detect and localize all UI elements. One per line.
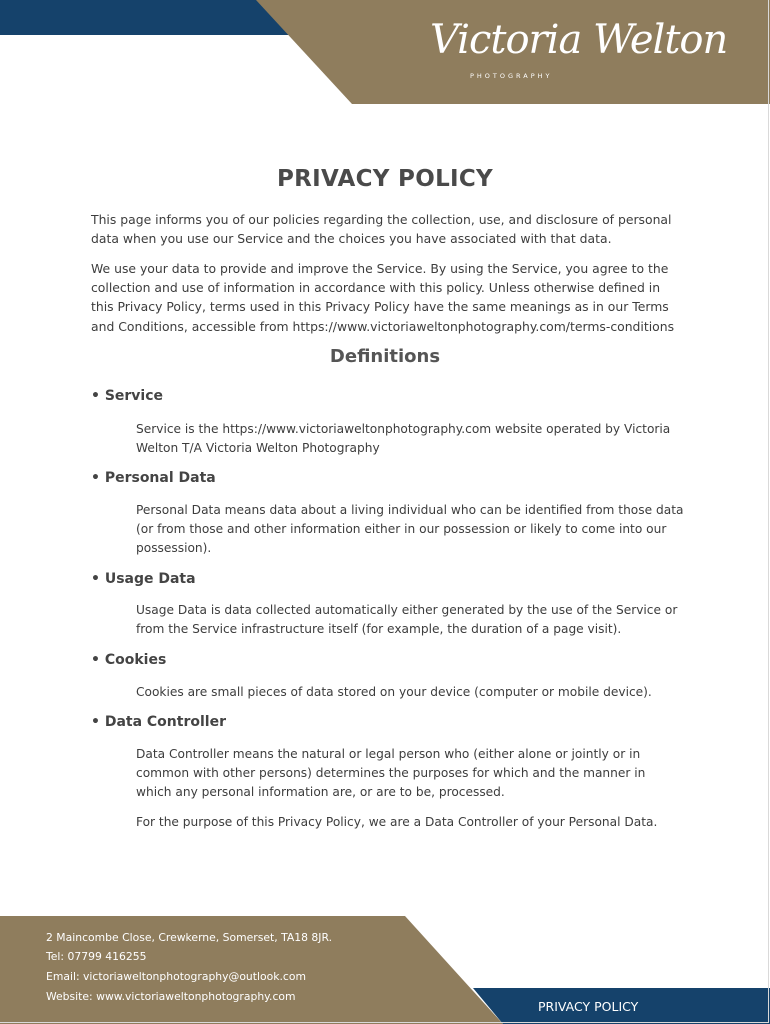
definition-personal-data: Personal Data means data about a living individual who can be identified from those data (or from those and other information either in our possession or likely to come into our possession). <box>136 503 684 556</box>
footer-website[interactable]: Website: www.victoriaweltonphotography.com <box>46 990 296 1003</box>
definition-service: Service is the https://www.victoriaweltonphotography.com website operated by Victoria Welton T/A Victoria Welton Photography <box>136 422 671 456</box>
brand-logo <box>430 14 728 94</box>
header-navy-stripe <box>0 0 292 35</box>
intro-paragraph-2: We use your data to provide and improve the Service. By using the Service, you agree to the collection and use of information in accordance with this policy. Unless otherwise defined in this Privacy Policy, terms used in this Privacy Policy have the same meanings as in our Terms and Conditions, accessible from https://www.victoriaweltonphotography.com/terms-conditions <box>91 261 675 334</box>
page-title: PRIVACY POLICY <box>276 166 494 192</box>
footer-address: 2 Maincombe Close, Crewkerne, Somerset, TA18 8JR. <box>46 931 333 944</box>
term-personal-data: • Personal Data <box>91 470 216 486</box>
definition-usage-data: Usage Data is data collected automatically either generated by the use of the Service or from the Service infrastructure itself (for example, the duration of a page visit). <box>136 603 678 637</box>
term-service: • Service <box>91 388 164 404</box>
definition-data-controller: Data Controller means the natural or legal person who (either alone or jointly or in common with other persons) determines the purposes for which and the manner in which any personal information are, or are to be, processed. <box>136 747 646 800</box>
data-controller-note: For the purpose of this Privacy Policy, we are a Data Controller of your Personal Data. <box>136 815 658 829</box>
footer-email[interactable]: Email: victoriaweltonphotography@outlook.com <box>46 970 306 983</box>
term-usage-data: • Usage Data <box>91 571 196 587</box>
definition-cookies: Cookies are small pieces of data stored on your device (computer or mobile device). <box>136 685 652 699</box>
logo-subtitle: PHOTOGRAPHY <box>470 72 553 80</box>
footer-page-label: PRIVACY POLICY <box>538 999 639 1014</box>
term-data-controller: • Data Controller <box>91 714 226 730</box>
logo-script: Victoria Welton <box>430 17 728 63</box>
footer-tel: Tel: 07799 416255 <box>46 950 147 963</box>
intro-paragraph-1: This page informs you of our policies regarding the collection, use, and disclosure of personal data when you use our Service and the choices you have associated with that data. <box>91 212 672 247</box>
definitions-heading: Definitions <box>329 346 441 367</box>
term-cookies: • Cookies <box>91 652 167 668</box>
